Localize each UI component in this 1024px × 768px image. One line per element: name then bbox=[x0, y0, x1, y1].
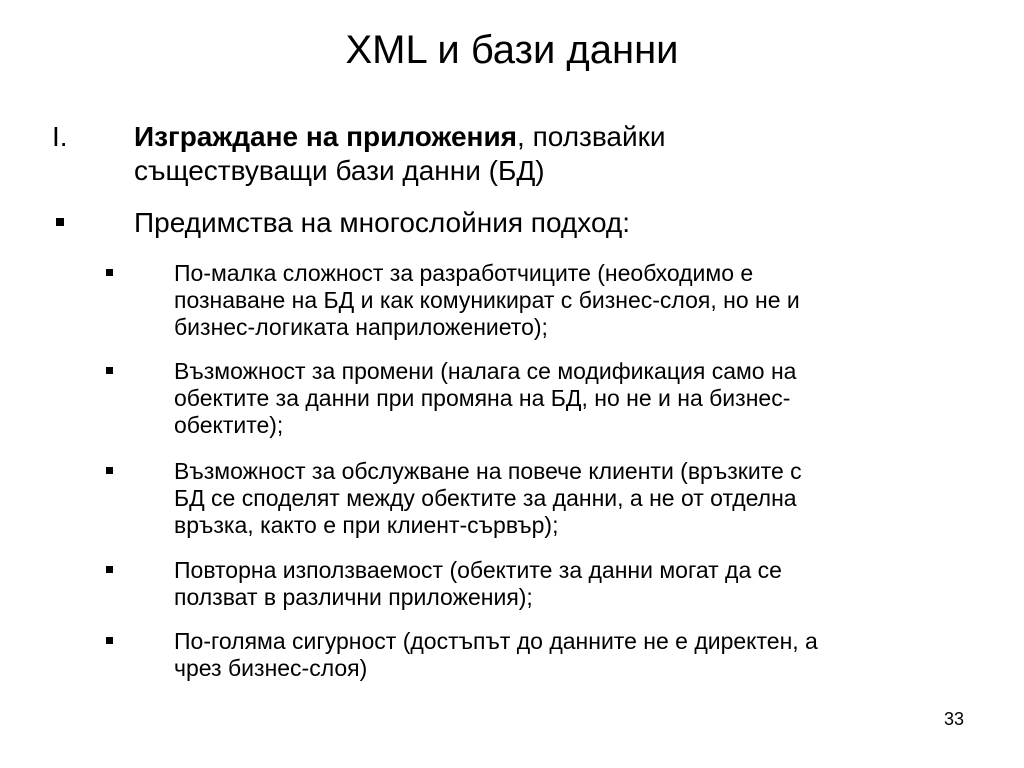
sub-bullet-text bbox=[174, 458, 994, 539]
heading-text bbox=[134, 120, 784, 188]
sub-bullet-text bbox=[174, 557, 994, 611]
sub-bullet-text bbox=[174, 358, 994, 439]
square-bullet-icon bbox=[106, 269, 113, 276]
sub-bullet-line: Възможност за обслужване на повече клиенти (връзките с bbox=[174, 458, 802, 484]
advantages-text: Предимства на многослойния подход: bbox=[134, 207, 631, 238]
roman-numeral-marker: I. bbox=[52, 121, 68, 152]
sub-bullet-line: обектите); bbox=[174, 412, 284, 438]
heading-rest-text: , ползвайки bbox=[517, 121, 666, 152]
square-bullet-icon bbox=[106, 367, 113, 374]
square-bullet-icon bbox=[106, 637, 113, 644]
sub-bullet-line: обектите за данни при промяна на БД, но не и на бизнес- bbox=[174, 385, 791, 411]
square-bullet-icon bbox=[106, 467, 113, 474]
sub-bullet-line: връзка, както е при клиент-сървър); bbox=[174, 512, 559, 538]
sub-bullet-line: По-голяма сигурност (достъпът до данните не е директен, а bbox=[174, 628, 818, 654]
square-bullet-icon bbox=[56, 218, 64, 226]
sub-bullet-text bbox=[174, 260, 994, 341]
heading-second-line: съществуващи бази данни (БД) bbox=[134, 155, 545, 186]
sub-bullet-line: бизнес-логиката наприложението); bbox=[174, 314, 548, 340]
slide-title: XML и бази данни bbox=[345, 28, 679, 72]
square-bullet-icon bbox=[106, 566, 113, 573]
sub-bullet-line: чрез бизнес-слоя) bbox=[174, 655, 368, 681]
page-number: 33 bbox=[943, 709, 964, 729]
sub-bullet-line: По-малка сложност за разработчиците (необходимо е bbox=[174, 260, 754, 286]
sub-bullet-line: Повторна използваемост (обектите за данни могат да се bbox=[174, 557, 782, 583]
sub-bullet-text bbox=[174, 628, 994, 682]
sub-bullet-line: Възможност за промени (налага се модификация само на bbox=[174, 358, 797, 384]
heading-bold-text: Изграждане на приложения bbox=[134, 121, 518, 152]
sub-bullet-line: БД се споделят между обектите за данни, а не от отделна bbox=[174, 485, 797, 511]
sub-bullet-line: познаване на БД и как комуникират с бизнес-слоя, но не и bbox=[174, 287, 800, 313]
sub-bullet-line: ползват в различни приложения); bbox=[174, 584, 533, 610]
